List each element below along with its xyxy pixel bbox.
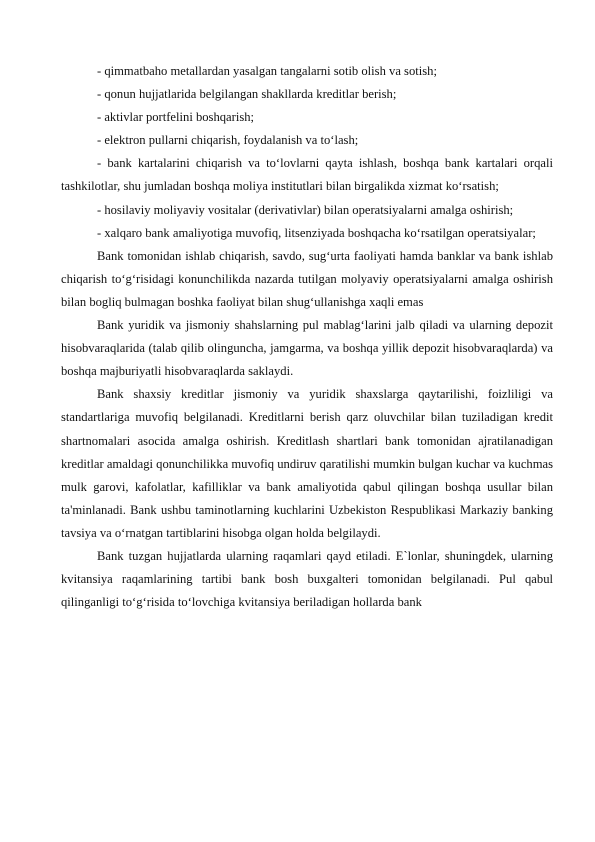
list-item-e-money: - elektron pullarni chiqarish, foydalanish va to‘lash; xyxy=(97,133,359,148)
paragraph-restrictions: Bank tomonidan ishlab chiqarish, savdo, sug‘urta faoliyati hamda banklar va bank ishlab chiqarish to‘g‘risidagi konunchilikda nazarda tutilgan molyaviy operatsiyalarni amalga oshirish bilan bogliq bulmagan boshka faoliyat bilan shug‘ullanishga xaqli emas xyxy=(61,248,553,309)
list-item-derivatives: - hosilaviy moliyaviy vositalar (derivativlar) bilan operatsiyalarni amalga oshirish; xyxy=(97,202,514,217)
list-item-credits: - qonun hujjatlarida belgilangan shakllarda kreditlar berish; xyxy=(97,87,397,102)
list-item-bank-cards: - bank kartalarini chiqarish va to‘lovlarni qayta ishlash, boshqa bank kartalari orqali tashkilotlar, shu jumladan boshqa moliya institutlari bilan birgalikda xizmat ko‘rsatish; xyxy=(61,156,553,194)
paragraph-lending: Bank shaxsiy kreditlar jismoniy va yuridik shaxslarga qaytarilishi, foizliligi va standartlariga muvofiq belgilanadi. Kreditlarni berish qarz oluvchilar bilan tuziladigan kredit shartnomalari asocida amalga oshirish. Kreditlash shartlari bank tomonidan ajratilanadigan kreditlar amaldagi qonunchilikka muvofiq undiruv qaratilishi mumkin bulgan kuchar va kuchmas mulk garovi, kafolatlar, kafilliklar va bank amaliyotida qabul qilingan boshqa usullar bilan ta'minlanadi. Bank ushbu taminotlarning kuchlarini Uzbekiston Respublikasi Markaziy banking tavsiya va o‘rnatgan tartiblarini hisobga olgan holda belgilaydi. xyxy=(61,387,553,540)
paragraph-deposits: Bank yuridik va jismoniy shahslarning pul mablag‘larini jalb qiladi va ularning depozit hisobvaraqlarida (talab qilib olinguncha, jamgarma, va boshqa yillik depozit hisobvaraqlarda) va boshqa majburiyatli hisobvaraqlarda saklaydi. xyxy=(61,318,553,379)
paragraph-documents: Bank tuzgan hujjatlarda ularning raqamlari qayd etiladi. E`lonlar, shuningdek, ularning kvitansiya raqamlarining tartibi bank bosh buxgalteri tomonidan belgilanadi. Pul qabul qilinganligi to‘g‘risida to‘lovchiga kvitansiya beriladigan hollarda bank xyxy=(61,548,553,610)
list-item-coins: - qimmatbaho metallardan yasalgan tangalarni sotib olish va sotish; xyxy=(97,64,437,78)
list-item-portfolio: - aktivlar portfelini boshqarish; xyxy=(97,110,255,125)
list-item-international: - xalqaro bank amaliyotiga muvofiq, litsenziyada boshqacha ko‘rsatilgan operatsiyalar; xyxy=(97,225,536,240)
document-body xyxy=(61,60,553,614)
